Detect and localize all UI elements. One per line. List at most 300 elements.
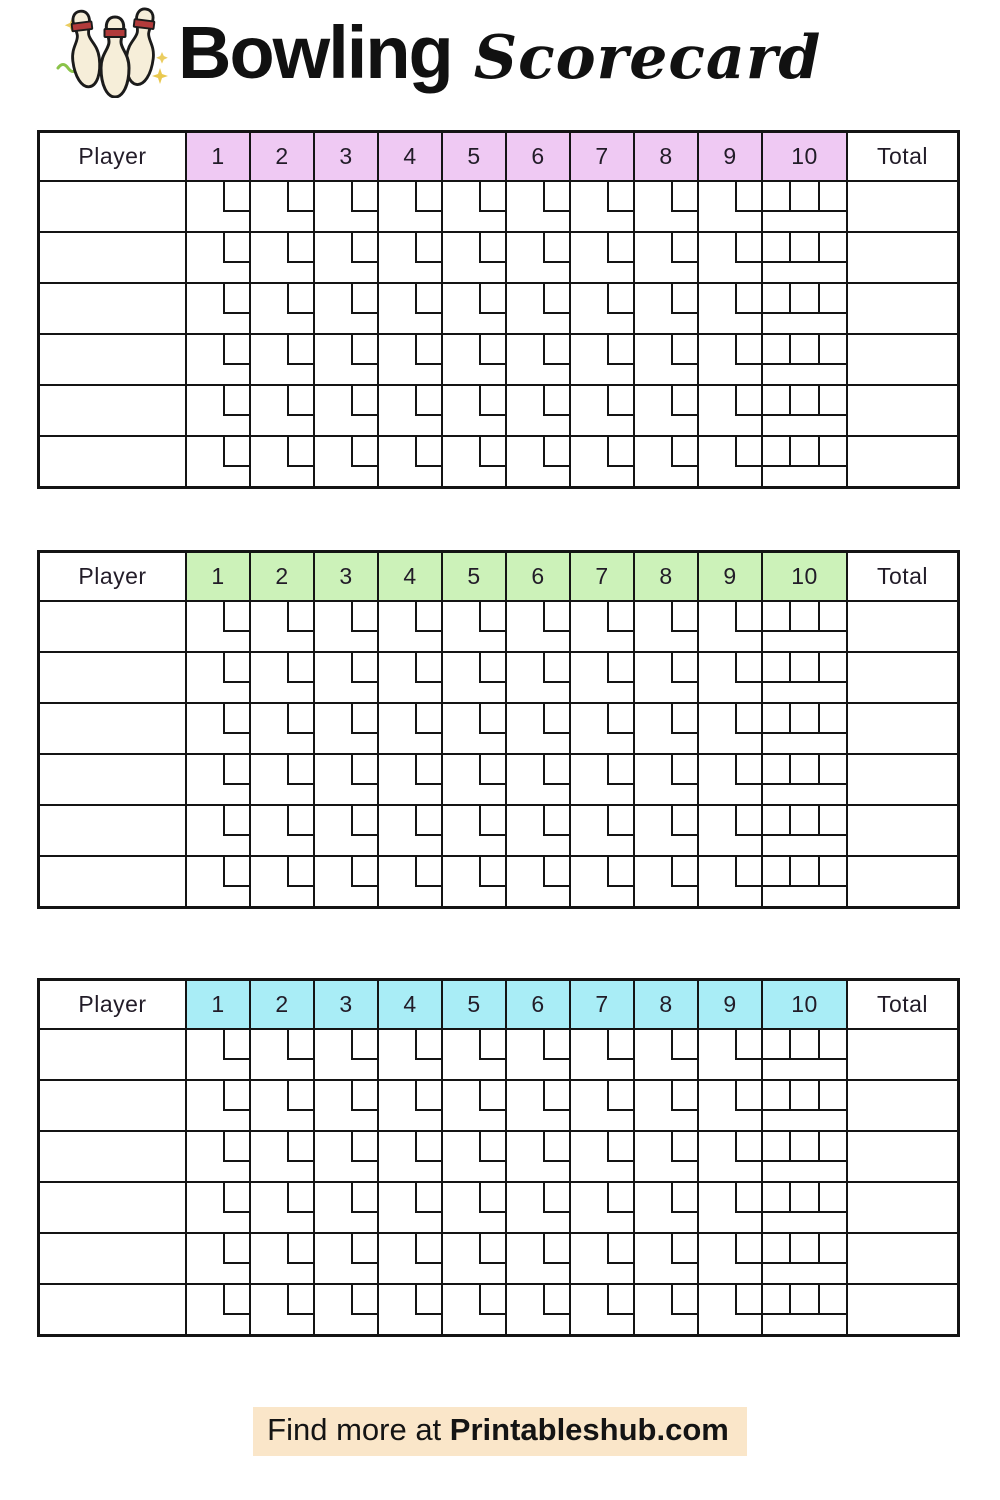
throw-box[interactable] — [415, 704, 441, 734]
throw-box[interactable] — [351, 1132, 377, 1162]
frame-cell-7[interactable] — [569, 386, 633, 435]
frame-cell-6[interactable] — [505, 1030, 569, 1079]
frame-cell-4[interactable] — [377, 437, 441, 486]
frame-cell-2[interactable] — [249, 233, 313, 282]
throw-box[interactable] — [671, 1132, 697, 1162]
throw-box[interactable] — [763, 182, 789, 212]
throw-box[interactable] — [818, 755, 846, 785]
frame-cell-9[interactable] — [697, 602, 761, 651]
throw-box[interactable] — [789, 437, 817, 467]
frame-cell-2[interactable] — [249, 1132, 313, 1181]
player-name-cell[interactable] — [40, 1183, 185, 1232]
frame-cell-6[interactable] — [505, 437, 569, 486]
frame-cell-4[interactable] — [377, 602, 441, 651]
throw-box[interactable] — [479, 1081, 505, 1111]
frame-cell-5[interactable] — [441, 284, 505, 333]
frame-cell-6[interactable] — [505, 233, 569, 282]
total-cell[interactable] — [846, 335, 957, 384]
throw-box[interactable] — [607, 857, 633, 887]
throw-box[interactable] — [287, 182, 313, 212]
total-cell[interactable] — [846, 653, 957, 702]
throw-box[interactable] — [735, 806, 761, 836]
frame-cell-8[interactable] — [633, 653, 697, 702]
throw-box[interactable] — [735, 386, 761, 416]
throw-box[interactable] — [671, 1285, 697, 1315]
throw-box[interactable] — [351, 602, 377, 632]
frame-cell-2[interactable] — [249, 284, 313, 333]
throw-box[interactable] — [735, 857, 761, 887]
throw-box[interactable] — [351, 704, 377, 734]
throw-box[interactable] — [607, 335, 633, 365]
frame-cell-1[interactable] — [185, 1234, 249, 1283]
frame-cell-4[interactable] — [377, 233, 441, 282]
throw-box[interactable] — [607, 182, 633, 212]
throw-box[interactable] — [789, 182, 817, 212]
frame-cell-5[interactable] — [441, 1285, 505, 1334]
throw-box[interactable] — [789, 1234, 817, 1264]
total-cell[interactable] — [846, 284, 957, 333]
frame-cell-10[interactable] — [761, 1132, 846, 1181]
frame-cell-5[interactable] — [441, 1183, 505, 1232]
frame-cell-7[interactable] — [569, 653, 633, 702]
throw-box[interactable] — [543, 386, 569, 416]
throw-box[interactable] — [479, 386, 505, 416]
throw-box[interactable] — [543, 1030, 569, 1060]
player-name-cell[interactable] — [40, 437, 185, 486]
frame-cell-1[interactable] — [185, 857, 249, 906]
frame-cell-5[interactable] — [441, 335, 505, 384]
throw-box[interactable] — [351, 437, 377, 467]
throw-box[interactable] — [671, 233, 697, 263]
throw-box[interactable] — [287, 1030, 313, 1060]
frame-cell-10[interactable] — [761, 284, 846, 333]
frame-cell-10[interactable] — [761, 1285, 846, 1334]
throw-box[interactable] — [479, 182, 505, 212]
throw-box[interactable] — [287, 857, 313, 887]
throw-box[interactable] — [763, 1234, 789, 1264]
throw-box[interactable] — [789, 335, 817, 365]
throw-box[interactable] — [479, 335, 505, 365]
throw-box[interactable] — [351, 1183, 377, 1213]
frame-cell-10[interactable] — [761, 335, 846, 384]
player-name-cell[interactable] — [40, 1234, 185, 1283]
throw-box[interactable] — [671, 806, 697, 836]
throw-box[interactable] — [789, 602, 817, 632]
frame-cell-10[interactable] — [761, 386, 846, 435]
frame-cell-6[interactable] — [505, 1234, 569, 1283]
frame-cell-9[interactable] — [697, 755, 761, 804]
throw-box[interactable] — [287, 386, 313, 416]
frame-cell-5[interactable] — [441, 1132, 505, 1181]
throw-box[interactable] — [763, 386, 789, 416]
throw-box[interactable] — [351, 284, 377, 314]
frame-cell-4[interactable] — [377, 857, 441, 906]
throw-box[interactable] — [415, 653, 441, 683]
throw-box[interactable] — [607, 284, 633, 314]
frame-cell-7[interactable] — [569, 1183, 633, 1232]
throw-box[interactable] — [223, 806, 249, 836]
throw-box[interactable] — [789, 1183, 817, 1213]
total-cell[interactable] — [846, 386, 957, 435]
throw-box[interactable] — [479, 1234, 505, 1264]
frame-cell-6[interactable] — [505, 1183, 569, 1232]
total-cell[interactable] — [846, 1081, 957, 1130]
frame-cell-1[interactable] — [185, 1183, 249, 1232]
frame-cell-4[interactable] — [377, 1132, 441, 1181]
frame-cell-9[interactable] — [697, 335, 761, 384]
throw-box[interactable] — [671, 386, 697, 416]
frame-cell-10[interactable] — [761, 1030, 846, 1079]
throw-box[interactable] — [607, 1081, 633, 1111]
frame-cell-3[interactable] — [313, 437, 377, 486]
frame-cell-6[interactable] — [505, 704, 569, 753]
throw-box[interactable] — [223, 653, 249, 683]
throw-box[interactable] — [818, 1183, 846, 1213]
throw-box[interactable] — [735, 1081, 761, 1111]
throw-box[interactable] — [543, 1234, 569, 1264]
throw-box[interactable] — [735, 437, 761, 467]
frame-cell-6[interactable] — [505, 602, 569, 651]
throw-box[interactable] — [818, 335, 846, 365]
throw-box[interactable] — [479, 653, 505, 683]
frame-cell-8[interactable] — [633, 437, 697, 486]
throw-box[interactable] — [607, 1132, 633, 1162]
throw-box[interactable] — [789, 1081, 817, 1111]
throw-box[interactable] — [671, 1081, 697, 1111]
throw-box[interactable] — [287, 653, 313, 683]
throw-box[interactable] — [818, 653, 846, 683]
throw-box[interactable] — [735, 1234, 761, 1264]
frame-cell-10[interactable] — [761, 1183, 846, 1232]
total-cell[interactable] — [846, 704, 957, 753]
frame-cell-5[interactable] — [441, 386, 505, 435]
throw-box[interactable] — [735, 704, 761, 734]
throw-box[interactable] — [479, 857, 505, 887]
frame-cell-10[interactable] — [761, 182, 846, 231]
throw-box[interactable] — [671, 653, 697, 683]
frame-cell-6[interactable] — [505, 1132, 569, 1181]
throw-box[interactable] — [763, 806, 789, 836]
throw-box[interactable] — [223, 182, 249, 212]
frame-cell-7[interactable] — [569, 806, 633, 855]
throw-box[interactable] — [735, 1285, 761, 1315]
throw-box[interactable] — [789, 233, 817, 263]
frame-cell-2[interactable] — [249, 1030, 313, 1079]
frame-cell-8[interactable] — [633, 1234, 697, 1283]
frame-cell-4[interactable] — [377, 653, 441, 702]
throw-box[interactable] — [818, 1132, 846, 1162]
throw-box[interactable] — [818, 602, 846, 632]
throw-box[interactable] — [223, 1132, 249, 1162]
throw-box[interactable] — [543, 857, 569, 887]
frame-cell-2[interactable] — [249, 653, 313, 702]
throw-box[interactable] — [287, 755, 313, 785]
throw-box[interactable] — [789, 1030, 817, 1060]
frame-cell-1[interactable] — [185, 386, 249, 435]
throw-box[interactable] — [735, 1030, 761, 1060]
frame-cell-2[interactable] — [249, 857, 313, 906]
throw-box[interactable] — [287, 1234, 313, 1264]
total-cell[interactable] — [846, 182, 957, 231]
player-name-cell[interactable] — [40, 284, 185, 333]
player-name-cell[interactable] — [40, 386, 185, 435]
throw-box[interactable] — [543, 284, 569, 314]
frame-cell-3[interactable] — [313, 653, 377, 702]
throw-box[interactable] — [351, 1234, 377, 1264]
frame-cell-4[interactable] — [377, 284, 441, 333]
throw-box[interactable] — [818, 1030, 846, 1060]
total-cell[interactable] — [846, 806, 957, 855]
throw-box[interactable] — [479, 755, 505, 785]
frame-cell-9[interactable] — [697, 284, 761, 333]
throw-box[interactable] — [607, 1234, 633, 1264]
frame-cell-8[interactable] — [633, 1132, 697, 1181]
frame-cell-9[interactable] — [697, 182, 761, 231]
throw-box[interactable] — [607, 806, 633, 836]
total-cell[interactable] — [846, 437, 957, 486]
throw-box[interactable] — [223, 1030, 249, 1060]
throw-box[interactable] — [671, 1030, 697, 1060]
throw-box[interactable] — [415, 437, 441, 467]
throw-box[interactable] — [671, 857, 697, 887]
throw-box[interactable] — [543, 335, 569, 365]
player-name-cell[interactable] — [40, 704, 185, 753]
throw-box[interactable] — [789, 704, 817, 734]
frame-cell-2[interactable] — [249, 1081, 313, 1130]
throw-box[interactable] — [543, 233, 569, 263]
frame-cell-1[interactable] — [185, 1132, 249, 1181]
frame-cell-4[interactable] — [377, 335, 441, 384]
frame-cell-1[interactable] — [185, 755, 249, 804]
frame-cell-1[interactable] — [185, 1081, 249, 1130]
player-name-cell[interactable] — [40, 653, 185, 702]
throw-box[interactable] — [543, 1285, 569, 1315]
frame-cell-3[interactable] — [313, 602, 377, 651]
throw-box[interactable] — [671, 755, 697, 785]
throw-box[interactable] — [287, 335, 313, 365]
throw-box[interactable] — [479, 806, 505, 836]
frame-cell-7[interactable] — [569, 1132, 633, 1181]
frame-cell-1[interactable] — [185, 233, 249, 282]
frame-cell-6[interactable] — [505, 386, 569, 435]
frame-cell-7[interactable] — [569, 437, 633, 486]
frame-cell-3[interactable] — [313, 386, 377, 435]
total-cell[interactable] — [846, 857, 957, 906]
throw-box[interactable] — [543, 602, 569, 632]
throw-box[interactable] — [763, 1081, 789, 1111]
throw-box[interactable] — [287, 1183, 313, 1213]
throw-box[interactable] — [223, 437, 249, 467]
throw-box[interactable] — [223, 704, 249, 734]
frame-cell-4[interactable] — [377, 1285, 441, 1334]
throw-box[interactable] — [763, 1030, 789, 1060]
throw-box[interactable] — [671, 704, 697, 734]
frame-cell-4[interactable] — [377, 755, 441, 804]
frame-cell-8[interactable] — [633, 1285, 697, 1334]
throw-box[interactable] — [223, 1234, 249, 1264]
throw-box[interactable] — [735, 284, 761, 314]
frame-cell-7[interactable] — [569, 755, 633, 804]
frame-cell-5[interactable] — [441, 233, 505, 282]
frame-cell-1[interactable] — [185, 437, 249, 486]
frame-cell-6[interactable] — [505, 335, 569, 384]
throw-box[interactable] — [351, 233, 377, 263]
frame-cell-9[interactable] — [697, 1030, 761, 1079]
player-name-cell[interactable] — [40, 857, 185, 906]
player-name-cell[interactable] — [40, 602, 185, 651]
frame-cell-7[interactable] — [569, 1081, 633, 1130]
frame-cell-8[interactable] — [633, 1183, 697, 1232]
throw-box[interactable] — [415, 755, 441, 785]
throw-box[interactable] — [479, 704, 505, 734]
frame-cell-1[interactable] — [185, 806, 249, 855]
throw-box[interactable] — [415, 602, 441, 632]
throw-box[interactable] — [607, 704, 633, 734]
frame-cell-4[interactable] — [377, 1030, 441, 1079]
throw-box[interactable] — [543, 653, 569, 683]
player-name-cell[interactable] — [40, 806, 185, 855]
frame-cell-9[interactable] — [697, 437, 761, 486]
total-cell[interactable] — [846, 1132, 957, 1181]
frame-cell-8[interactable] — [633, 182, 697, 231]
frame-cell-4[interactable] — [377, 704, 441, 753]
frame-cell-5[interactable] — [441, 602, 505, 651]
throw-box[interactable] — [763, 233, 789, 263]
frame-cell-4[interactable] — [377, 182, 441, 231]
frame-cell-3[interactable] — [313, 1030, 377, 1079]
throw-box[interactable] — [671, 437, 697, 467]
throw-box[interactable] — [287, 1285, 313, 1315]
frame-cell-1[interactable] — [185, 1285, 249, 1334]
throw-box[interactable] — [415, 1132, 441, 1162]
throw-box[interactable] — [287, 602, 313, 632]
throw-box[interactable] — [351, 386, 377, 416]
throw-box[interactable] — [543, 755, 569, 785]
throw-box[interactable] — [818, 233, 846, 263]
frame-cell-10[interactable] — [761, 704, 846, 753]
throw-box[interactable] — [763, 335, 789, 365]
throw-box[interactable] — [415, 857, 441, 887]
throw-box[interactable] — [818, 1285, 846, 1315]
throw-box[interactable] — [287, 437, 313, 467]
frame-cell-5[interactable] — [441, 1234, 505, 1283]
throw-box[interactable] — [223, 857, 249, 887]
frame-cell-8[interactable] — [633, 386, 697, 435]
throw-box[interactable] — [415, 1285, 441, 1315]
frame-cell-8[interactable] — [633, 704, 697, 753]
frame-cell-6[interactable] — [505, 1285, 569, 1334]
frame-cell-10[interactable] — [761, 653, 846, 702]
frame-cell-8[interactable] — [633, 233, 697, 282]
frame-cell-5[interactable] — [441, 704, 505, 753]
throw-box[interactable] — [607, 233, 633, 263]
throw-box[interactable] — [818, 437, 846, 467]
frame-cell-9[interactable] — [697, 653, 761, 702]
frame-cell-7[interactable] — [569, 857, 633, 906]
throw-box[interactable] — [671, 602, 697, 632]
frame-cell-6[interactable] — [505, 1081, 569, 1130]
frame-cell-4[interactable] — [377, 1081, 441, 1130]
frame-cell-6[interactable] — [505, 755, 569, 804]
frame-cell-7[interactable] — [569, 602, 633, 651]
frame-cell-5[interactable] — [441, 1030, 505, 1079]
player-name-cell[interactable] — [40, 335, 185, 384]
throw-box[interactable] — [415, 806, 441, 836]
frame-cell-9[interactable] — [697, 1132, 761, 1181]
total-cell[interactable] — [846, 1285, 957, 1334]
frame-cell-5[interactable] — [441, 857, 505, 906]
throw-box[interactable] — [415, 233, 441, 263]
throw-box[interactable] — [223, 386, 249, 416]
frame-cell-2[interactable] — [249, 755, 313, 804]
frame-cell-3[interactable] — [313, 335, 377, 384]
throw-box[interactable] — [735, 182, 761, 212]
throw-box[interactable] — [223, 1285, 249, 1315]
throw-box[interactable] — [351, 1285, 377, 1315]
frame-cell-1[interactable] — [185, 284, 249, 333]
player-name-cell[interactable] — [40, 1285, 185, 1334]
frame-cell-8[interactable] — [633, 806, 697, 855]
frame-cell-2[interactable] — [249, 1183, 313, 1232]
frame-cell-9[interactable] — [697, 1081, 761, 1130]
throw-box[interactable] — [735, 602, 761, 632]
frame-cell-9[interactable] — [697, 806, 761, 855]
frame-cell-5[interactable] — [441, 437, 505, 486]
total-cell[interactable] — [846, 1030, 957, 1079]
frame-cell-1[interactable] — [185, 335, 249, 384]
throw-box[interactable] — [543, 182, 569, 212]
throw-box[interactable] — [543, 1183, 569, 1213]
throw-box[interactable] — [543, 704, 569, 734]
throw-box[interactable] — [763, 755, 789, 785]
frame-cell-3[interactable] — [313, 182, 377, 231]
frame-cell-6[interactable] — [505, 284, 569, 333]
throw-box[interactable] — [287, 233, 313, 263]
player-name-cell[interactable] — [40, 233, 185, 282]
frame-cell-10[interactable] — [761, 437, 846, 486]
frame-cell-7[interactable] — [569, 233, 633, 282]
frame-cell-4[interactable] — [377, 386, 441, 435]
throw-box[interactable] — [735, 653, 761, 683]
throw-box[interactable] — [351, 1030, 377, 1060]
throw-box[interactable] — [415, 284, 441, 314]
throw-box[interactable] — [287, 806, 313, 836]
frame-cell-8[interactable] — [633, 284, 697, 333]
throw-box[interactable] — [223, 1183, 249, 1213]
total-cell[interactable] — [846, 1183, 957, 1232]
frame-cell-8[interactable] — [633, 857, 697, 906]
throw-box[interactable] — [607, 1285, 633, 1315]
throw-box[interactable] — [543, 806, 569, 836]
throw-box[interactable] — [351, 755, 377, 785]
frame-cell-4[interactable] — [377, 1234, 441, 1283]
frame-cell-7[interactable] — [569, 335, 633, 384]
frame-cell-3[interactable] — [313, 233, 377, 282]
throw-box[interactable] — [479, 284, 505, 314]
frame-cell-8[interactable] — [633, 1030, 697, 1079]
throw-box[interactable] — [479, 1030, 505, 1060]
total-cell[interactable] — [846, 233, 957, 282]
throw-box[interactable] — [789, 857, 817, 887]
throw-box[interactable] — [607, 602, 633, 632]
frame-cell-5[interactable] — [441, 182, 505, 231]
throw-box[interactable] — [671, 1234, 697, 1264]
throw-box[interactable] — [607, 1183, 633, 1213]
frame-cell-9[interactable] — [697, 1183, 761, 1232]
frame-cell-2[interactable] — [249, 1285, 313, 1334]
frame-cell-1[interactable] — [185, 602, 249, 651]
throw-box[interactable] — [415, 1030, 441, 1060]
